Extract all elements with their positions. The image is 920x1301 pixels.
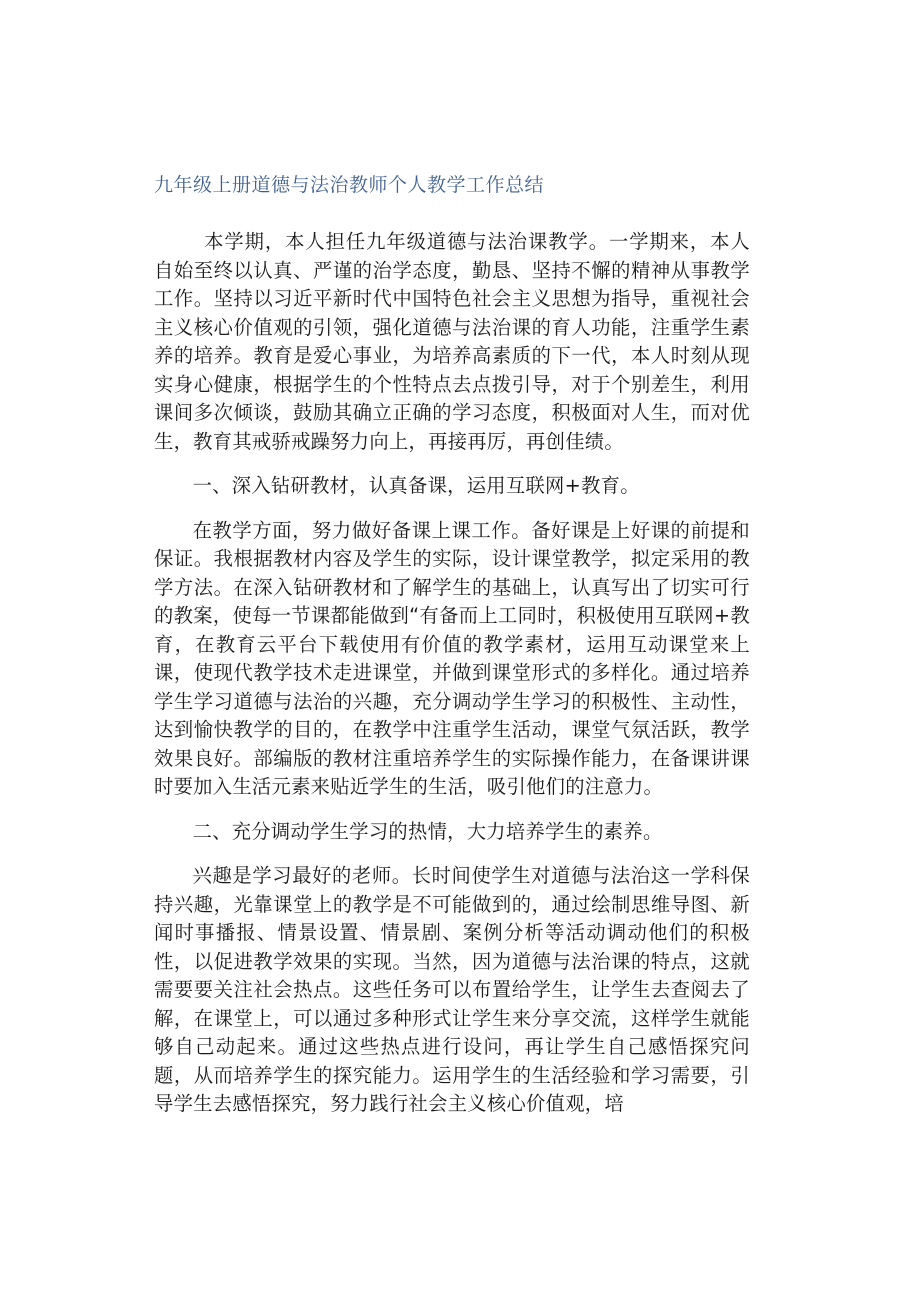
intro-paragraph: 本学期，本人担任九年级道德与法治课教学。一学期来，本人自始至终以认真、严谨的治学态度，勤恳、坚持不懈的精神从事教学工作。坚持以习近平新时代中国特色社会主义思想为指导，重视社会主义核心价值观的引领，强化道德与法治课的育人功能，注重学生素养的培养。教育是爱心事业，为培养高素质的下一代，本人时刻从现实身心健康，根据学生的个性特点去点拨引导，对于个别差生，利用课间多次倾谈，鼓励其确立正确的学习态度，积极面对人生，而对优生，教育其戒骄戒躁努力向上，再接再厉，再创佳绩。: [154, 230, 750, 453]
section-2-paragraph: 兴趣是学习最好的老师。长时间使学生对道德与法治这一学科保持兴趣，光靠课堂上的教学是不可能做到的，通过绘制思维导图、新闻时事播报、情景设置、情景剧、案例分析等活动调动他们的积极性，以促进教学效果的实现。当然，因为道德与法治课的特点，这就需要要关注社会热点。这些任务可以布置给学生，让学生去查阅去了解，在课堂上，可以通过多种形式让学生来分享交流，这样学生就能够自己动起来。通过这些热点进行设问，再让学生自己感悟探究问题，从而培养学生的探究能力。运用学生的生活经验和学习需要，引导学生去感悟探究，努力践行社会主义核心价值观，培: [154, 864, 750, 1115]
section-1-paragraph: 在教学方面，努力做好备课上课工作。备好课是上好课的前提和保证。我根据教材内容及学生的实际，设计课堂教学，拟定采用的教学方法。在深入钻研教材和了解学生的基础上，认真写出了切实可行的教案，使每一节课都能做到“有备而上工同时，积极使用互联网+教育，在教育云平台下载使用有价值的教学素材，运用互动课堂来上课，使现代教学技术走进课堂，并做到课堂形式的多样化。通过培养学生学习道德与法治的兴趣，充分调动学生学习的积极性、主动性，达到愉快教学的目的，在教学中注重学生活动，课堂气氛活跃，教学效果良好。部编版的教材注重培养学生的实际操作能力，在备课讲课时要加入生活元素来贴近学生的生活，吸引他们的注意力。: [154, 518, 750, 798]
document-title: 九年级上册道德与法治教师个人教学工作总结: [154, 174, 545, 196]
section-2-heading: 二、充分调动学生学习的热情，大力培养学生的素养。: [192, 819, 663, 843]
document-body: [154, 228, 750, 1135]
section-1-heading: 一、深入钻研教材，认真备课，运用互联网+教育。: [192, 474, 640, 497]
